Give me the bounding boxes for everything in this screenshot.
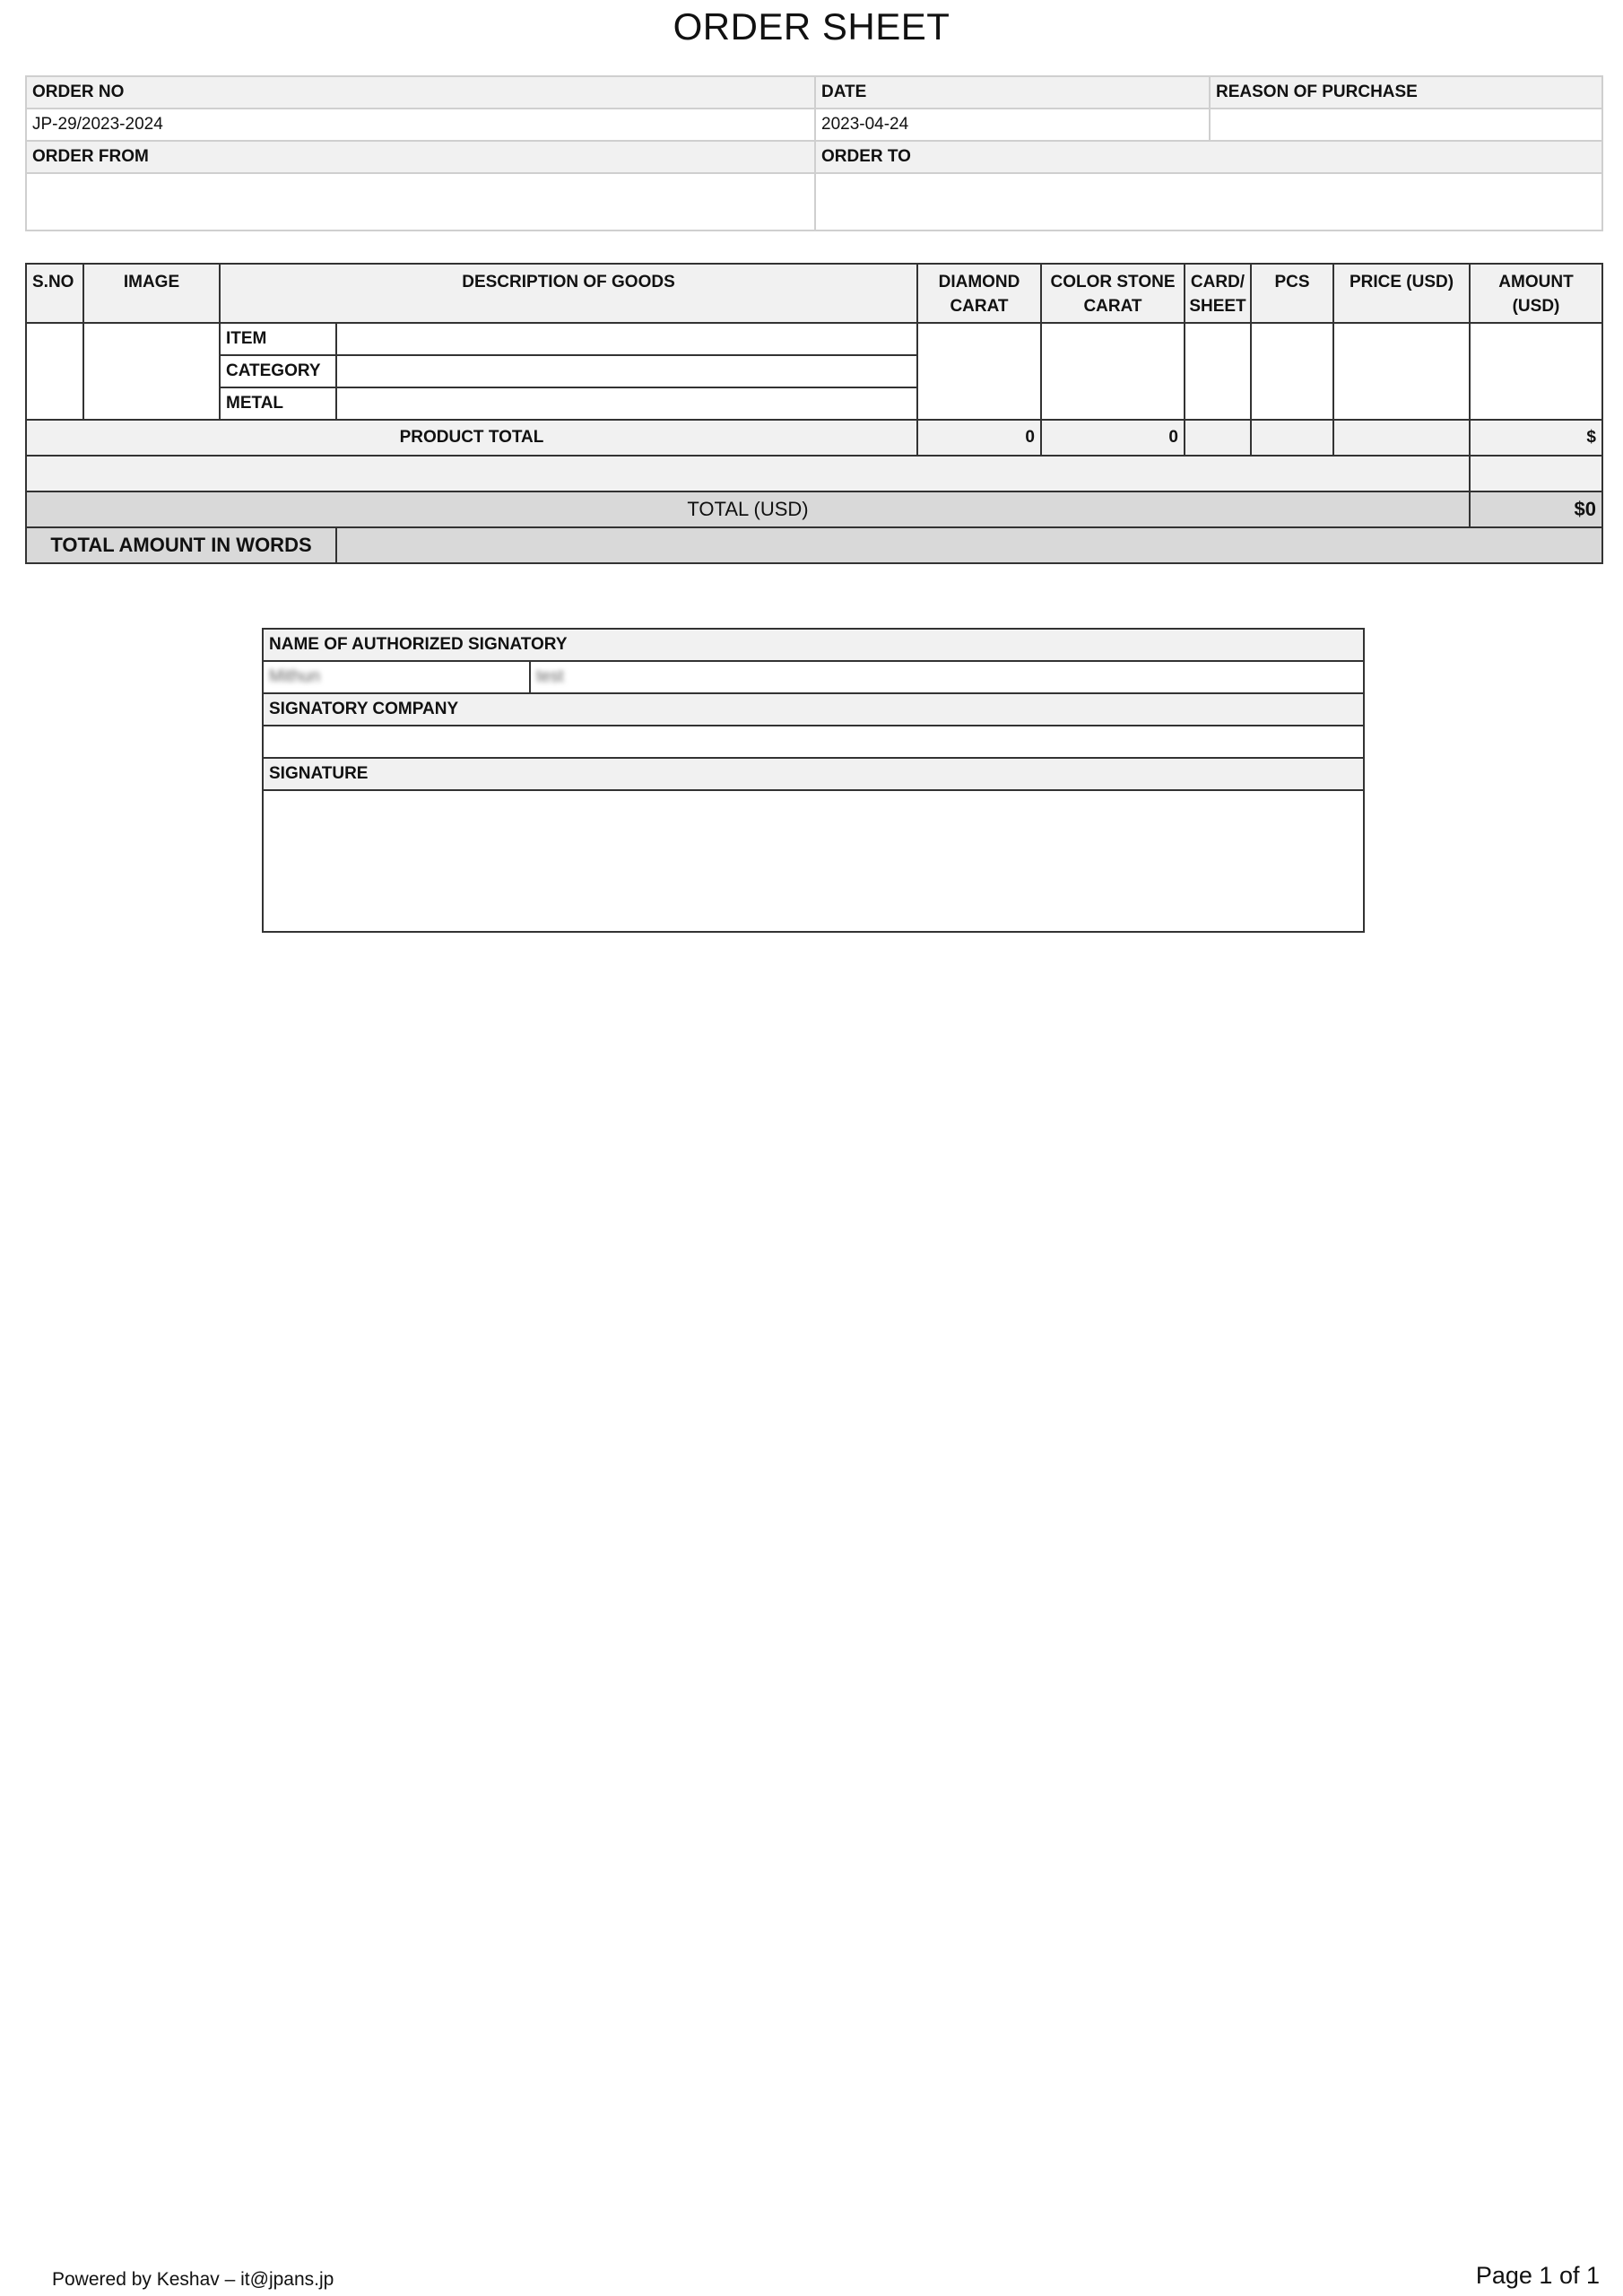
- signatory-company-label: SIGNATORY COMPANY: [263, 693, 1364, 726]
- signatory-company-value: [263, 726, 1364, 758]
- signatory-first-name: Mithun: [263, 661, 530, 693]
- order-no-label: ORDER NO: [26, 76, 815, 109]
- goods-table: [25, 263, 1603, 564]
- reason-value: [1210, 109, 1602, 141]
- order-to-label: ORDER TO: [815, 141, 1602, 173]
- total-words-value: [336, 527, 1602, 563]
- amount-header: AMOUNT (USD): [1470, 264, 1602, 323]
- total-value: $0: [1470, 491, 1602, 527]
- diamond-carat-cell: [917, 323, 1041, 420]
- order-no-value: JP-29/2023-2024: [26, 109, 815, 141]
- signatory-name-label: NAME OF AUTHORIZED SIGNATORY: [263, 629, 1364, 661]
- total-words-label: TOTAL AMOUNT IN WORDS: [26, 527, 336, 563]
- page-number: Page 1 of 1: [1475, 2262, 1600, 2289]
- card-sheet-header: CARD/ SHEET: [1185, 264, 1251, 323]
- category-value: [336, 355, 917, 387]
- date-label: DATE: [815, 76, 1210, 109]
- product-total-card-sheet: [1185, 420, 1251, 456]
- description-header: DESCRIPTION OF GOODS: [220, 264, 917, 323]
- product-total-price: [1333, 420, 1470, 456]
- total-label: TOTAL (USD): [26, 491, 1470, 527]
- product-total-diamond: 0: [917, 420, 1041, 456]
- signatory-table: [262, 628, 1365, 933]
- diamond-carat-header: DIAMOND CARAT: [917, 264, 1041, 323]
- color-stone-carat-header: COLOR STONE CARAT: [1041, 264, 1185, 323]
- signatory-last-name: test: [530, 661, 1364, 693]
- product-total-label: PRODUCT TOTAL: [26, 420, 917, 456]
- pcs-cell: [1251, 323, 1333, 420]
- metal-label: METAL: [220, 387, 336, 420]
- price-cell: [1333, 323, 1470, 420]
- sno-cell: [26, 323, 83, 420]
- card-sheet-cell: [1185, 323, 1251, 420]
- pcs-header: PCS: [1251, 264, 1333, 323]
- reason-label: REASON OF PURCHASE: [1210, 76, 1602, 109]
- signature-label: SIGNATURE: [263, 758, 1364, 790]
- image-header: IMAGE: [83, 264, 220, 323]
- sno-header: S.NO: [26, 264, 83, 323]
- page-title: ORDER SHEET: [673, 5, 950, 48]
- category-label: CATEGORY: [220, 355, 336, 387]
- blank-row-amount: [1470, 456, 1602, 491]
- blank-row: [26, 456, 1470, 491]
- product-total-color-stone: 0: [1041, 420, 1185, 456]
- color-stone-carat-cell: [1041, 323, 1185, 420]
- product-total-amount: $: [1470, 420, 1602, 456]
- metal-value: [336, 387, 917, 420]
- item-value: [336, 323, 917, 355]
- amount-cell: [1470, 323, 1602, 420]
- product-total-pcs: [1251, 420, 1333, 456]
- signature-box: [263, 790, 1364, 932]
- image-cell: [83, 323, 220, 420]
- date-value: 2023-04-24: [815, 109, 1210, 141]
- order-to-value: [815, 173, 1602, 230]
- order-info-table: [25, 75, 1603, 231]
- order-from-label: ORDER FROM: [26, 141, 815, 173]
- price-header: PRICE (USD): [1333, 264, 1470, 323]
- powered-by: Powered by Keshav – it@jpans.jp: [52, 2269, 334, 2290]
- item-label: ITEM: [220, 323, 336, 355]
- order-from-value: [26, 173, 815, 230]
